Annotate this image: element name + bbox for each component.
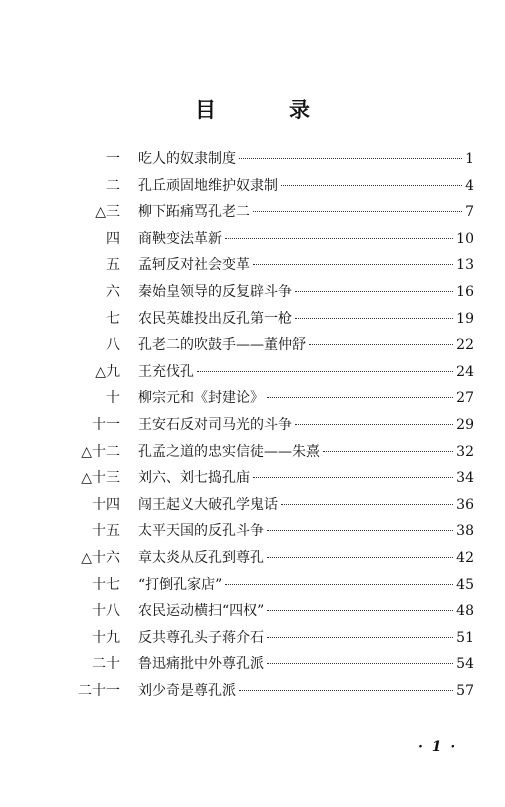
chapter-title: “打倒孔家店” — [138, 576, 223, 593]
toc-entry — [60, 520, 474, 547]
dot-leader — [253, 264, 453, 265]
toc-entry — [60, 467, 474, 494]
toc-entry — [60, 281, 474, 308]
dot-leader — [309, 344, 453, 345]
chapter-number: 四 — [106, 230, 120, 247]
chapter-page: 42 — [456, 549, 474, 566]
toc-entry — [60, 600, 474, 627]
dot-leader — [323, 451, 453, 452]
toc-entry — [60, 574, 474, 601]
toc-entry — [60, 228, 474, 255]
toc-entry — [60, 387, 474, 414]
dot-leader — [267, 557, 453, 558]
chapter-number: 六 — [106, 283, 120, 300]
chapter-title: 刘少奇是尊孔派 — [138, 682, 236, 699]
page-title: 目 录 — [195, 98, 336, 122]
toc-entry — [60, 361, 474, 388]
toc-entry — [60, 653, 474, 680]
chapter-page: 38 — [456, 523, 474, 540]
chapter-title: 太平天国的反孔斗争 — [138, 523, 264, 540]
chapter-number: △十六 — [81, 549, 120, 566]
table-of-contents — [60, 148, 474, 706]
chapter-number: 一 — [106, 151, 120, 167]
chapter-number: △三 — [95, 204, 120, 221]
chapter-number: △十二 — [81, 443, 120, 460]
chapter-page: 48 — [456, 603, 474, 620]
dot-leader — [253, 477, 453, 478]
chapter-title: 刘六、刘七捣孔庙 — [138, 470, 250, 487]
chapter-number: 十四 — [92, 496, 120, 513]
dot-leader — [281, 185, 462, 186]
chapter-number: 十一 — [92, 416, 120, 433]
chapter-number: △九 — [95, 363, 120, 380]
toc-entry — [60, 201, 474, 228]
chapter-title: 吃人的奴隶制度 — [138, 151, 236, 167]
chapter-title: 王充伐孔 — [138, 363, 194, 380]
toc-entry — [60, 148, 474, 175]
toc-entry — [60, 414, 474, 441]
chapter-page: 32 — [456, 443, 474, 460]
chapter-number: 十 — [106, 390, 120, 407]
chapter-title: 鲁迅痛批中外尊孔派 — [138, 656, 264, 673]
dot-leader — [267, 397, 453, 398]
toc-entry — [60, 175, 474, 202]
dot-leader — [267, 663, 453, 664]
chapter-number: 二 — [106, 177, 120, 194]
dot-leader — [281, 504, 453, 505]
chapter-number: △十三 — [81, 470, 120, 487]
chapter-title: 孟轲反对社会变革 — [138, 257, 250, 274]
chapter-number: 二十 — [92, 656, 120, 673]
chapter-page: 7 — [465, 204, 474, 221]
chapter-page: 10 — [456, 230, 474, 247]
chapter-title: 商鞅变法革新 — [138, 230, 222, 247]
page-number: · 1 · — [418, 739, 458, 755]
chapter-page: 19 — [456, 310, 474, 327]
chapter-title: 农民运动横扫“四权” — [138, 603, 265, 620]
toc-entry — [60, 441, 474, 468]
chapter-page: 24 — [456, 363, 474, 380]
chapter-number: 七 — [106, 310, 120, 327]
chapter-title: 孔孟之道的忠实信徒——朱熹 — [138, 443, 320, 460]
chapter-title: 孔老二的吹鼓手——董仲舒 — [138, 337, 306, 354]
chapter-number: 十八 — [92, 603, 120, 620]
dot-leader — [239, 690, 453, 691]
chapter-title: 章太炎从反孔到尊孔 — [138, 549, 264, 566]
chapter-title: 农民英雄投出反孔第一枪 — [138, 310, 292, 327]
toc-entry — [60, 494, 474, 521]
chapter-title: 孔丘顽固地维护奴隶制 — [138, 177, 278, 194]
chapter-number: 十九 — [92, 629, 120, 646]
dot-leader — [295, 291, 453, 292]
chapter-page: 36 — [456, 496, 474, 513]
chapter-number: 八 — [106, 337, 120, 354]
chapter-page: 34 — [456, 470, 474, 487]
chapter-page: 45 — [456, 576, 474, 593]
chapter-title: 闯王起义大破孔学鬼话 — [138, 496, 278, 513]
chapter-page: 13 — [456, 257, 474, 274]
chapter-page: 51 — [456, 629, 474, 646]
chapter-number: 五 — [106, 257, 120, 274]
toc-entry — [60, 308, 474, 335]
chapter-title: 柳宗元和《封建论》 — [138, 390, 264, 407]
chapter-title: 柳下跖痛骂孔老二 — [138, 204, 250, 221]
dot-leader — [225, 584, 453, 585]
chapter-number: 十五 — [92, 523, 120, 540]
dot-leader — [295, 424, 453, 425]
toc-entry — [60, 680, 474, 707]
chapter-page: 54 — [456, 656, 474, 673]
dot-leader — [267, 637, 453, 638]
chapter-title: 秦始皇领导的反复辟斗争 — [138, 283, 292, 300]
chapter-page: 29 — [456, 416, 474, 433]
dot-leader — [295, 318, 453, 319]
chapter-page: 16 — [456, 283, 474, 300]
chapter-number: 二十一 — [78, 682, 120, 699]
dot-leader — [197, 371, 453, 372]
toc-entry — [60, 547, 474, 574]
chapter-page: 57 — [456, 682, 474, 699]
toc-entry — [60, 334, 474, 361]
toc-entry — [60, 254, 474, 281]
dot-leader — [253, 211, 462, 212]
dot-leader — [267, 530, 453, 531]
chapter-page: 27 — [456, 390, 474, 407]
dot-leader — [267, 610, 453, 611]
chapter-title: 反共尊孔头子蒋介石 — [138, 629, 264, 646]
chapter-number: 十七 — [92, 576, 120, 593]
chapter-title: 王安石反对司马光的斗争 — [138, 416, 292, 433]
dot-leader — [225, 238, 453, 239]
chapter-page: 4 — [465, 177, 474, 194]
chapter-page: 22 — [456, 337, 474, 354]
toc-entry — [60, 627, 474, 654]
chapter-page: 1 — [465, 151, 474, 167]
dot-leader — [239, 158, 462, 159]
